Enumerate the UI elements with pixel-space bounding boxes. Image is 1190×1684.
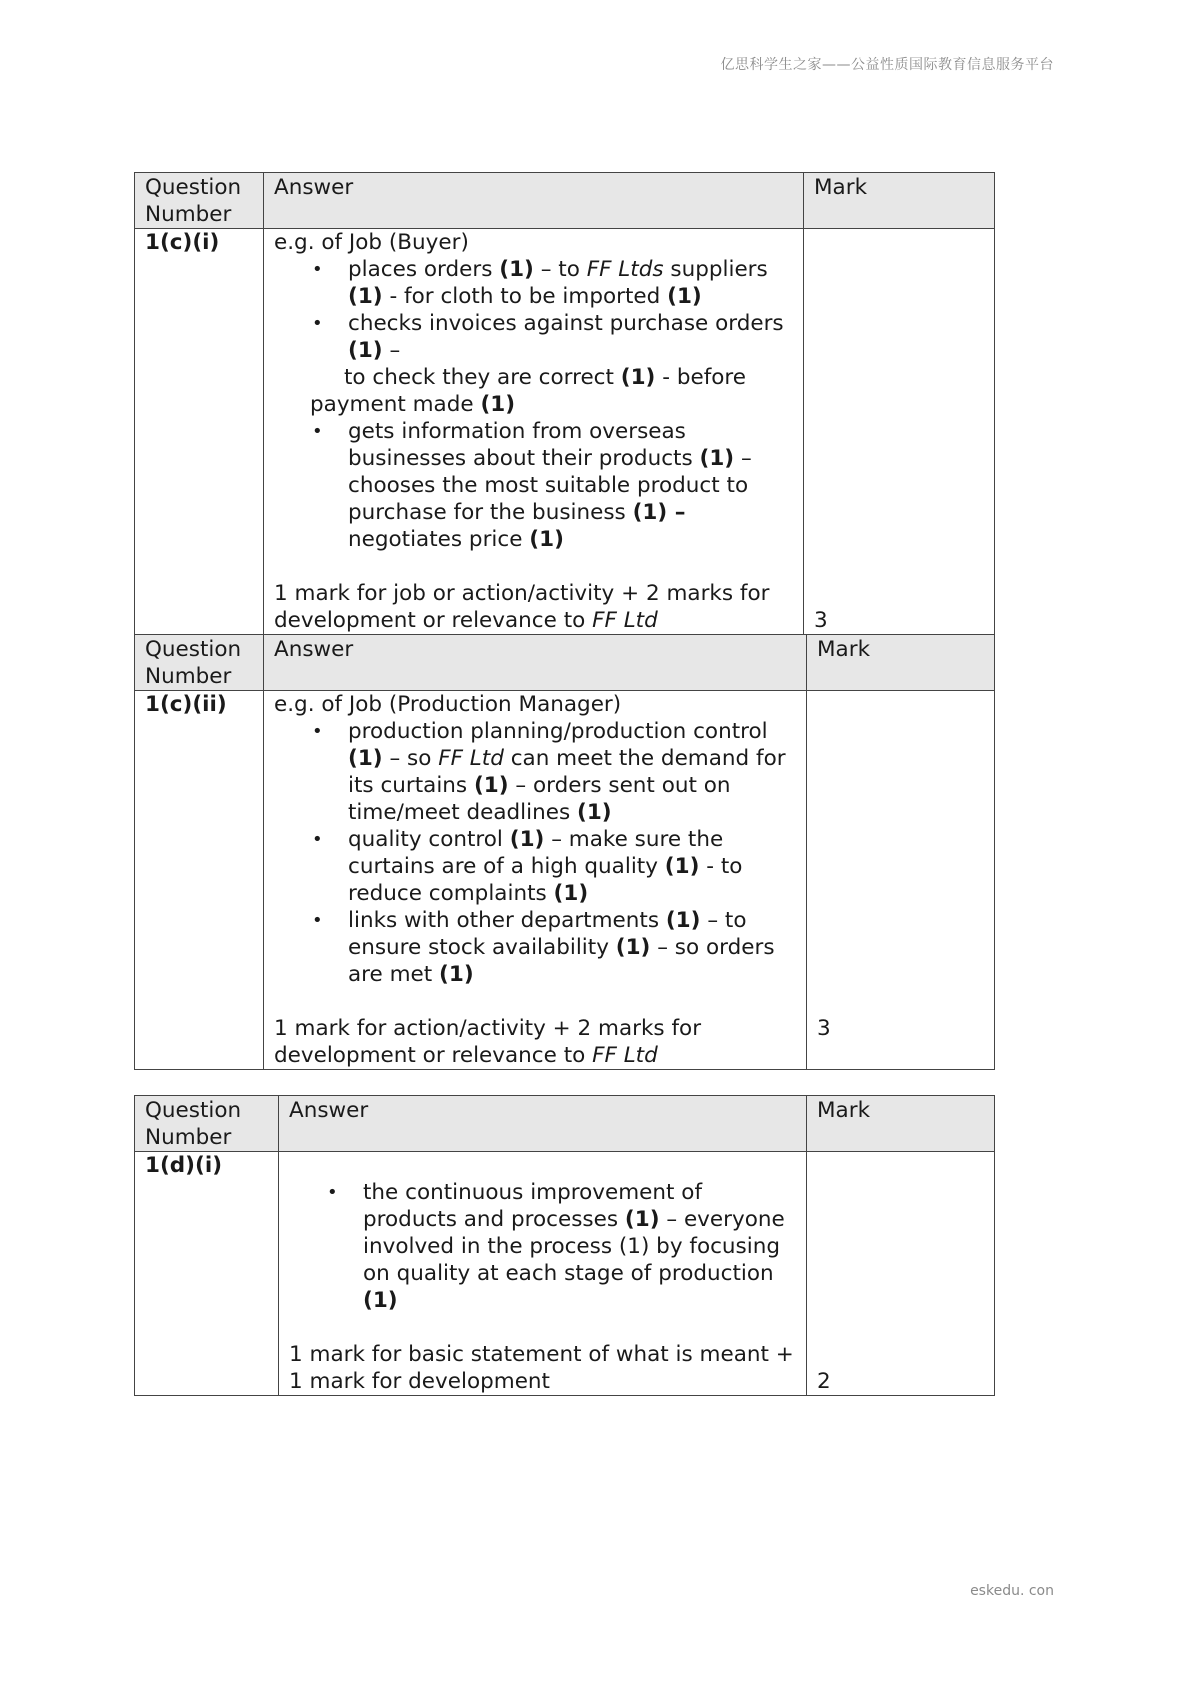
answer-bullets <box>274 718 796 988</box>
answer-cell <box>264 229 804 635</box>
list-item: • places orders (1) – to FF Ltds suppliers (1) - for cloth to be imported (1) <box>348 256 793 310</box>
answer-bullets <box>289 1179 796 1314</box>
question-number-header: Question Number <box>135 1096 279 1152</box>
list-item: • quality control (1) – make sure the curtains are of a high quality (1) - to reduce complaints (1) <box>348 826 796 907</box>
mark-scheme-table-1c-ii <box>134 634 995 1070</box>
list-item: • production planning/production control (1) – so FF Ltd can meet the demand for its curtains (1) – orders sent out on time/meet deadlines (1) <box>348 718 796 826</box>
mark-header: Mark <box>807 1096 995 1152</box>
site-header-text: 亿思科学生之家——公益性质国际教育信息服务平台 <box>720 57 1054 73</box>
table-row <box>135 229 995 635</box>
answer-bullets <box>274 256 793 364</box>
mark-value: 3 <box>804 229 995 635</box>
answer-continuation: payment made (1) <box>310 392 516 417</box>
list-item: • checks invoices against purchase orders (1) – <box>348 310 793 364</box>
table-header-row <box>135 635 995 691</box>
table-row <box>135 691 995 1070</box>
answer-continuation: to check they are correct (1) - before <box>344 365 747 390</box>
answer-cell <box>279 1152 807 1396</box>
marking-note: 1 mark for job or action/activity + 2 marks for development or relevance to FF Ltd <box>274 581 770 633</box>
table-header-row <box>135 173 995 229</box>
question-number-header: Question Number <box>135 635 264 691</box>
table-row <box>135 1152 995 1396</box>
question-number: 1(c)(i) <box>135 229 264 635</box>
mark-header: Mark <box>804 173 995 229</box>
mark-scheme-table-1d-i <box>134 1095 995 1396</box>
mark-value: 3 <box>807 691 995 1070</box>
marking-note: 1 mark for action/activity + 2 marks for development or relevance to FF Ltd <box>274 1016 702 1068</box>
mark-scheme-table-1c-i <box>134 172 995 635</box>
answer-cell <box>264 691 807 1070</box>
table-header-row <box>135 1096 995 1152</box>
answer-header: Answer <box>279 1096 807 1152</box>
site-footer-url: eskedu. con <box>970 1583 1054 1599</box>
question-number: 1(d)(i) <box>135 1152 279 1396</box>
list-item: • the continuous improvement of products and processes (1) – everyone involved in the process (1) by focusing on quality at each stage of production (1) <box>363 1179 796 1314</box>
mark-header: Mark <box>807 635 995 691</box>
answer-intro: e.g. of Job (Buyer) <box>274 230 469 255</box>
answer-intro: e.g. of Job (Production Manager) <box>274 692 622 717</box>
answer-header: Answer <box>264 173 804 229</box>
marking-note: 1 mark for basic statement of what is meant + 1 mark for development <box>289 1342 794 1394</box>
question-number: 1(c)(ii) <box>135 691 264 1070</box>
list-item: • gets information from overseas businesses about their products (1) – chooses the most suitable product to purchase for the business (1) – negotiates price (1) <box>348 418 793 553</box>
question-number-header: Question Number <box>135 173 264 229</box>
list-item: • links with other departments (1) – to ensure stock availability (1) – so orders are met (1) <box>348 907 796 988</box>
answer-header: Answer <box>264 635 807 691</box>
mark-value: 2 <box>807 1152 995 1396</box>
answer-bullets <box>274 418 793 553</box>
